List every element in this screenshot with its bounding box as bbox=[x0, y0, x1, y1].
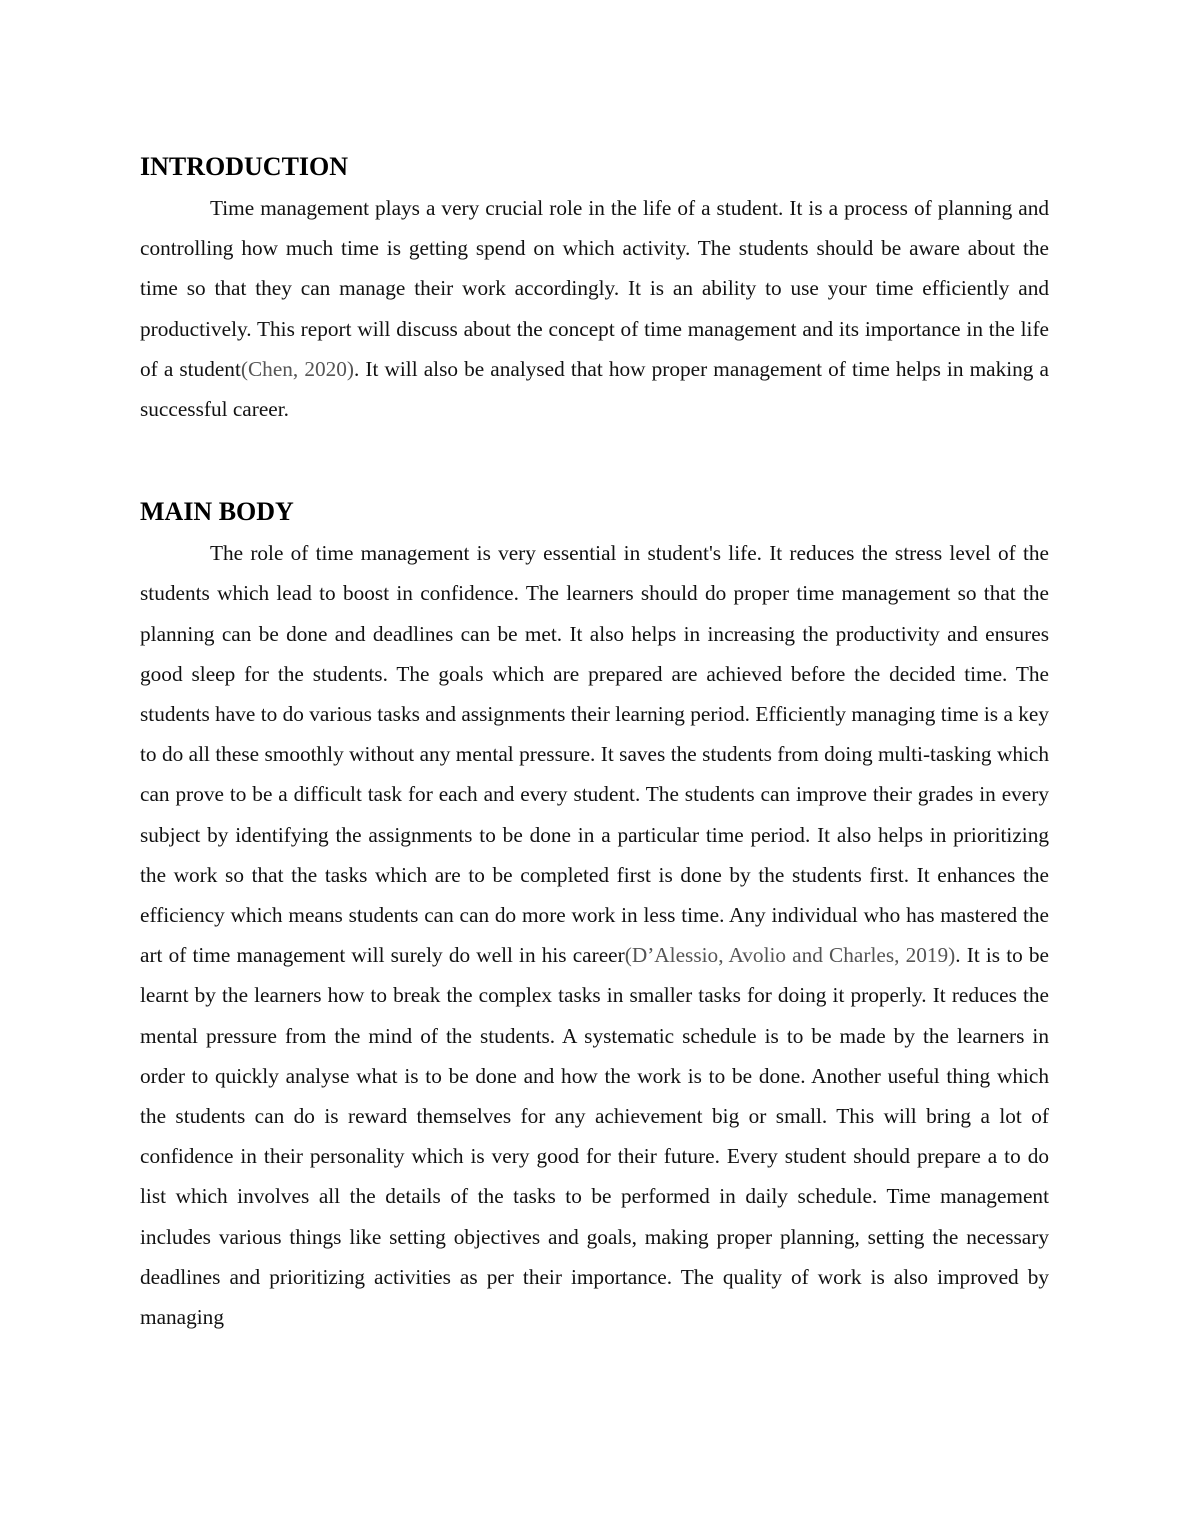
main-body-text-part-2: . It is to be learnt by the learners how to break the complex tasks in smaller tasks for doing it properly. It reduces the mental pressure from the mind of the students. A systematic schedule is to be made by the learners in order to quickly analyse what is to be done and how the work is to be done. Another useful thing which the students can do is reward themselves for any achievement big or small. This will bring a lot of confidence in their personality which is very good for their future. Every student should prepare a to do list which involves all the details of the tasks to be performed in daily schedule. Time management includes various things like setting objectives and goals, making proper planning, setting the necessary deadlines and prioritizing activities as per their importance. The quality of work is also improved by managing bbox=[140, 943, 1049, 1330]
main-body-text-part-1: The role of time management is very essential in student's life. It reduces the stress level of the students which lead to boost in confidence. The learners should do proper time management so that the planning can be done and deadlines can be met. It also helps in increasing the productivity and ensures good sleep for the students. The goals which are prepared are achieved before the decided time. The students have to do various tasks and assignments their learning period. Efficiently managing time is a key to do all these smoothly without any mental pressure. It saves the students from doing multi-tasking which can prove to be a difficult task for each and every student. The students can improve their grades in every subject by identifying the assignments to be done in a particular time period. It also helps in prioritizing the work so that the tasks which are to be completed first is done by the students first. It enhances the efficiency which means students can can do more work in less time. Any individual who has mastered the art of time management will surely do well in his career bbox=[140, 541, 1049, 968]
main-body-heading: MAIN BODY bbox=[140, 497, 294, 527]
introduction-heading: INTRODUCTION bbox=[140, 152, 349, 181]
main-body-citation: (D’Alessio, Avolio and Charles, 2019) bbox=[624, 943, 956, 968]
main-body-paragraph bbox=[140, 533, 1049, 1337]
introduction-citation: (Chen, 2020) bbox=[240, 356, 355, 381]
section-spacer bbox=[140, 429, 1049, 493]
introduction-text-part-2: . It will also be analysed that how proper management of time helps in making a successful career. bbox=[140, 356, 1049, 422]
introduction-paragraph bbox=[140, 188, 1049, 429]
document-page bbox=[140, 148, 1049, 1337]
introduction-text-part-1: Time management plays a very crucial role in the life of a student. It is a process of planning and controlling how much time is getting spend on which activity. The students should be aware about the time so that they can manage their work accordingly. It is an ability to use your time efficiently and productively. This report will discuss about the concept of time management and its importance in the life of a student bbox=[140, 196, 1049, 381]
